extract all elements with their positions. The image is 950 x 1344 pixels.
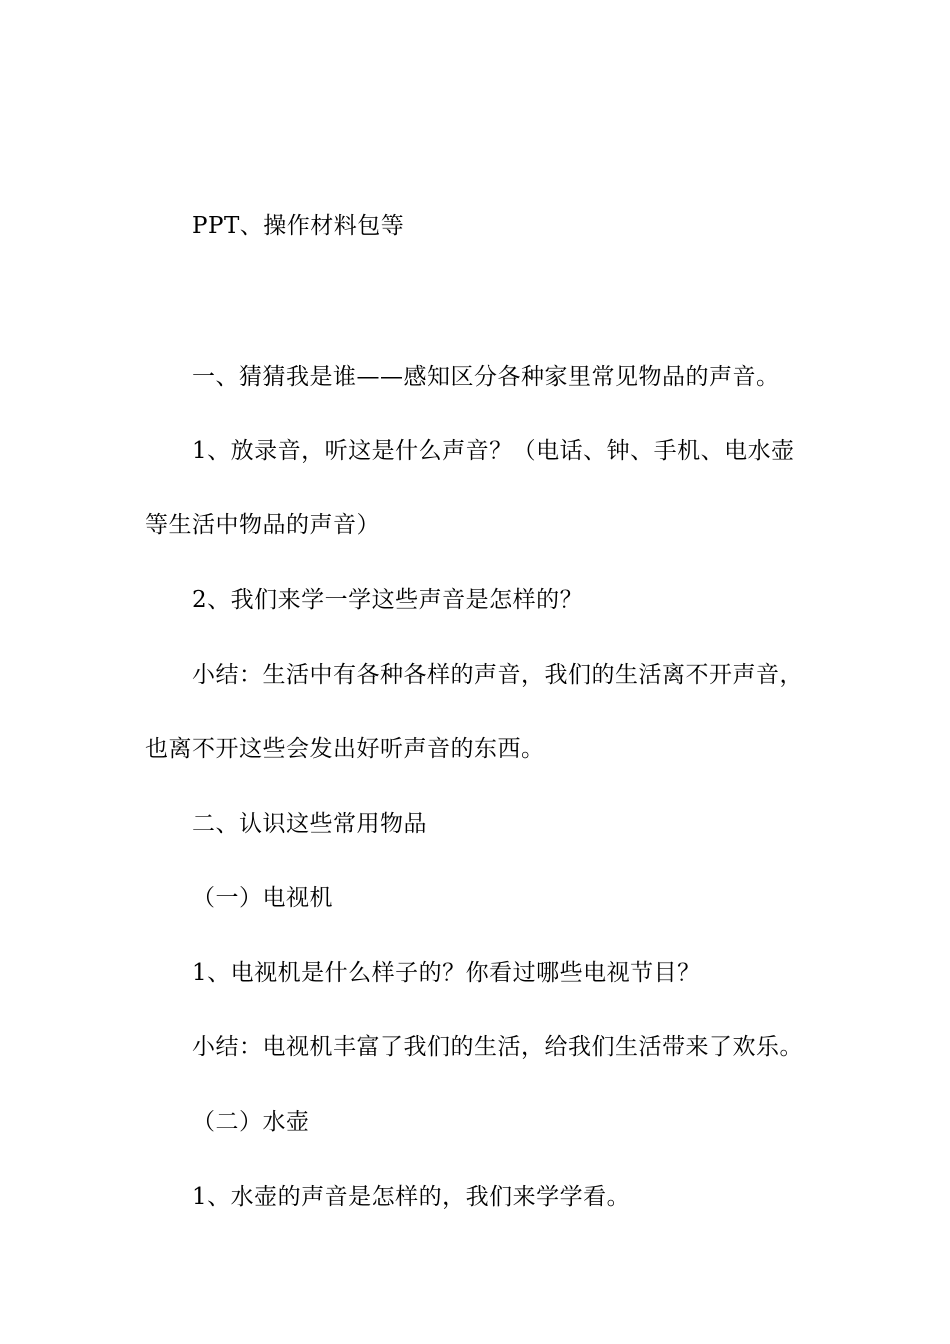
step-imitate-sounds: 2、我们来学一学这些声音是怎样的？ <box>192 587 584 613</box>
materials-line: PPT、操作材料包等 <box>192 213 405 239</box>
section-heading-objects: 二、认识这些常用物品 <box>192 811 427 837</box>
subsection-kettle: （二）水壶 <box>192 1109 310 1135</box>
summary-sounds: 小结：生活中有各种各样的声音，我们的生活离不开声音， <box>192 662 803 688</box>
summary-sounds-continued: 也离不开这些会发出好听声音的东西。 <box>145 736 545 762</box>
summary-television: 小结：电视机丰富了我们的生活，给我们生活带来了欢乐。 <box>192 1034 803 1060</box>
step-play-recording-continued: 等生活中物品的声音） <box>145 512 380 538</box>
section-heading-guess: 一、猜猜我是谁——感知区分各种家里常见物品的声音。 <box>192 364 780 390</box>
step-play-recording: 1、放录音，听这是什么声音？（电话、钟、手机、电水壶 <box>192 438 795 464</box>
step-television-question: 1、电视机是什么样子的？你看过哪些电视节目？ <box>192 960 701 986</box>
subsection-television: （一）电视机 <box>192 885 333 911</box>
step-kettle-sound: 1、水壶的声音是怎样的，我们来学学看。 <box>192 1184 631 1210</box>
